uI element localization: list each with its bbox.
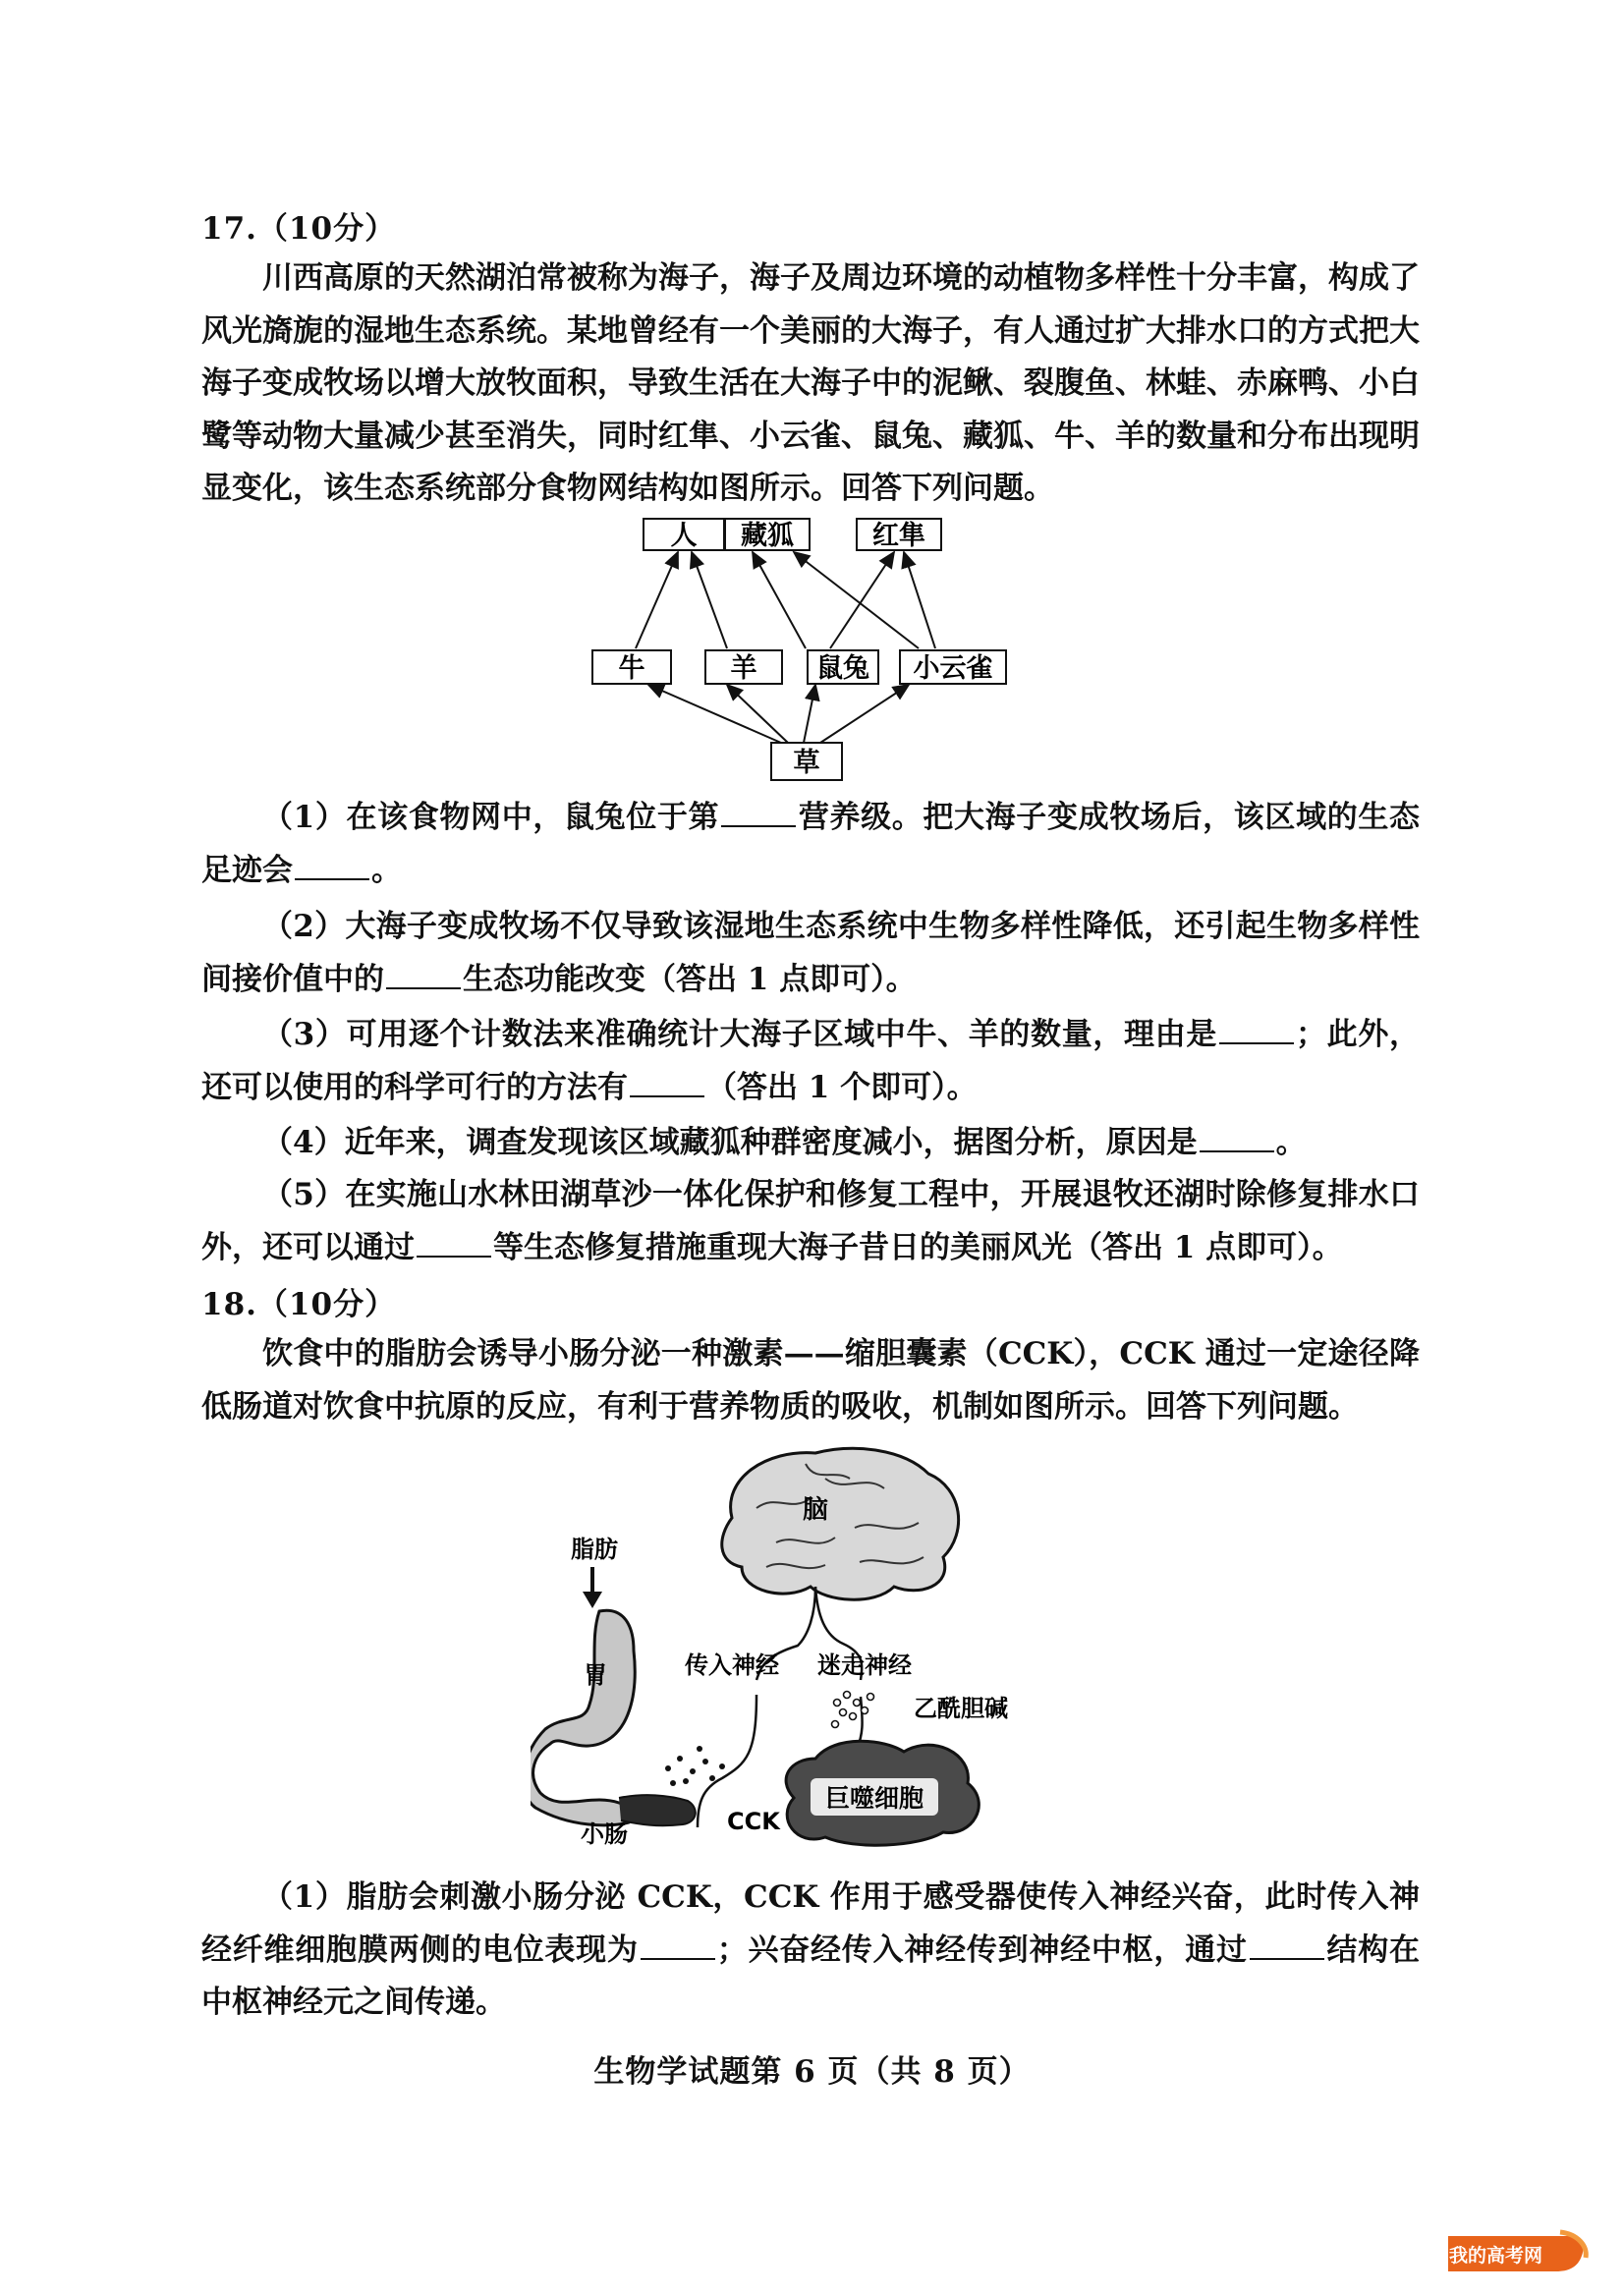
food-web-middle-row xyxy=(592,650,1006,684)
brain-icon xyxy=(722,1448,959,1599)
answer-blank xyxy=(1250,1957,1324,1960)
answer-blank xyxy=(1200,1149,1274,1152)
q17-intro: 川西高原的天然湖泊常被称为海子，海子及周边环境的动植物多样性十分丰富，构成了风光旖旎的湿地生态系统。某地曾经有一个美丽的大海子，有人通过扩大排水口的方式把大海子变成牧场以增大放牧面积，导致生活在大海子中的泥鳅、裂腹鱼、林蛙、赤麻鸭、小白鹭等动物大量减少甚至消失，同时红隼、小云雀、鼠兔、藏狐、牛、羊的数量和分布出现明显变化，该生态系统部分食物网结构如图所示。回答下列问题。 xyxy=(201,260,1420,506)
q18-sub1-a: （1）脂肪会刺激小肠分泌 CCK，CCK 作用于感受器使传入神经兴奋，此时传入神经纤维细胞膜两侧的电位表现为 xyxy=(201,1879,1420,1968)
cck-dots xyxy=(665,1746,725,1786)
q17-sub1-a: （1）在该食物网中，鼠兔位于第 xyxy=(262,800,720,835)
q18-sub1 xyxy=(201,1872,1420,2030)
q17-sub1-c: 。 xyxy=(371,852,402,888)
q17-sub5 xyxy=(201,1169,1420,1274)
q17-sub1 xyxy=(201,792,1420,897)
node-tibetan-fox: 藏狐 xyxy=(741,521,794,551)
stomach-label: 胃 xyxy=(584,1661,607,1689)
answer-blank xyxy=(386,986,461,989)
cck-mechanism-diagram xyxy=(531,1439,1110,1852)
q18-heading: 18.（10分） xyxy=(201,1287,397,1322)
q17-heading: 17.（10分） xyxy=(201,211,397,247)
q18-sub1-c: 结构在中枢神经元之间传递。 xyxy=(201,1931,1421,2020)
node-skylark: 小云雀 xyxy=(913,653,993,684)
node-sheep: 羊 xyxy=(730,653,757,684)
macrophage-icon xyxy=(786,1741,979,1845)
q17-sub4-b: 。 xyxy=(1275,1125,1307,1160)
arrow-down-icon xyxy=(583,1592,602,1608)
macrophage-label: 巨噬细胞 xyxy=(824,1784,924,1813)
q17-sub2-b: 生态功能改变（答出 1 点即可）。 xyxy=(463,961,917,997)
acetylcholine-label: 乙酰胆碱 xyxy=(914,1695,1008,1722)
node-grass: 草 xyxy=(793,748,820,778)
acetylcholine-dots xyxy=(832,1692,874,1728)
answer-blank xyxy=(721,824,796,827)
node-kestrel: 红隼 xyxy=(872,521,925,551)
q17-sub3-a: （3）可用逐个计数法来准确统计大海子区域中牛、羊的数量，理由是 xyxy=(262,1017,1218,1052)
intestine-icon xyxy=(619,1795,696,1825)
node-pika: 鼠兔 xyxy=(816,653,869,684)
q17-sub2 xyxy=(201,901,1420,1006)
vagus-nerve-label: 迷走神经 xyxy=(817,1651,912,1679)
answer-blank xyxy=(295,877,369,880)
intestine-label: 小肠 xyxy=(581,1820,628,1848)
q18-sub1-b: ；兴奋经传入神经传到神经中枢，通过 xyxy=(716,1931,1248,1968)
food-web-diagram xyxy=(580,511,1032,791)
answer-blank xyxy=(630,1094,704,1097)
answer-blank xyxy=(1219,1041,1294,1044)
cck-label: CCK xyxy=(727,1808,780,1835)
answer-blank xyxy=(641,1957,715,1960)
afferent-nerve-label: 传入神经 xyxy=(685,1651,779,1679)
answer-blank xyxy=(417,1255,491,1258)
q17-sub4 xyxy=(201,1117,1420,1170)
q17-sub3-b: ；此外，还可以使用的科学可行的方法有 xyxy=(201,1017,1420,1105)
q17-sub5-a: （5）在实施山水林田湖草沙一体化保护和修复工程中，开展退牧还湖时除修复排水口外，还可以通过 xyxy=(201,1177,1420,1265)
q17-sub3-c: （答出 1 个即可）。 xyxy=(706,1069,978,1105)
q18-intro: 饮食中的脂肪会诱导小肠分泌一种激素——缩胆囊素（CCK），CCK 通过一定途径降低肠道对饮食中抗原的反应，有利于营养物质的吸收，机制如图所示。回答下列问题。 xyxy=(201,1336,1420,1425)
q17-sub2-a: （2）大海子变成牧场不仅导致该湿地生态系统中生物多样性降低，还引起生物多样性间接价值中的 xyxy=(201,909,1420,997)
page-footer: 生物学试题第 6 页（共 8 页） xyxy=(593,2054,1031,2090)
stomach-icon xyxy=(531,1610,635,1825)
brain-label: 脑 xyxy=(802,1495,829,1525)
q17-sub3 xyxy=(201,1009,1420,1114)
fat-label: 脂肪 xyxy=(571,1536,618,1563)
watermark-text: 我的高考网 xyxy=(1449,2245,1543,2267)
node-human: 人 xyxy=(670,521,698,551)
node-cattle: 牛 xyxy=(618,653,645,684)
q17-sub1-b: 营养级。把大海子变成牧场后，该区域的生态足迹会 xyxy=(201,800,1420,888)
food-web-top-row xyxy=(644,519,941,551)
q17-sub5-b: 等生态修复措施重现大海子昔日的美丽风光（答出 1 点即可）。 xyxy=(493,1229,1343,1265)
q17-sub4-a: （4）近年来，调查发现该区域藏狐种群密度减小，据图分析，原因是 xyxy=(262,1125,1198,1160)
